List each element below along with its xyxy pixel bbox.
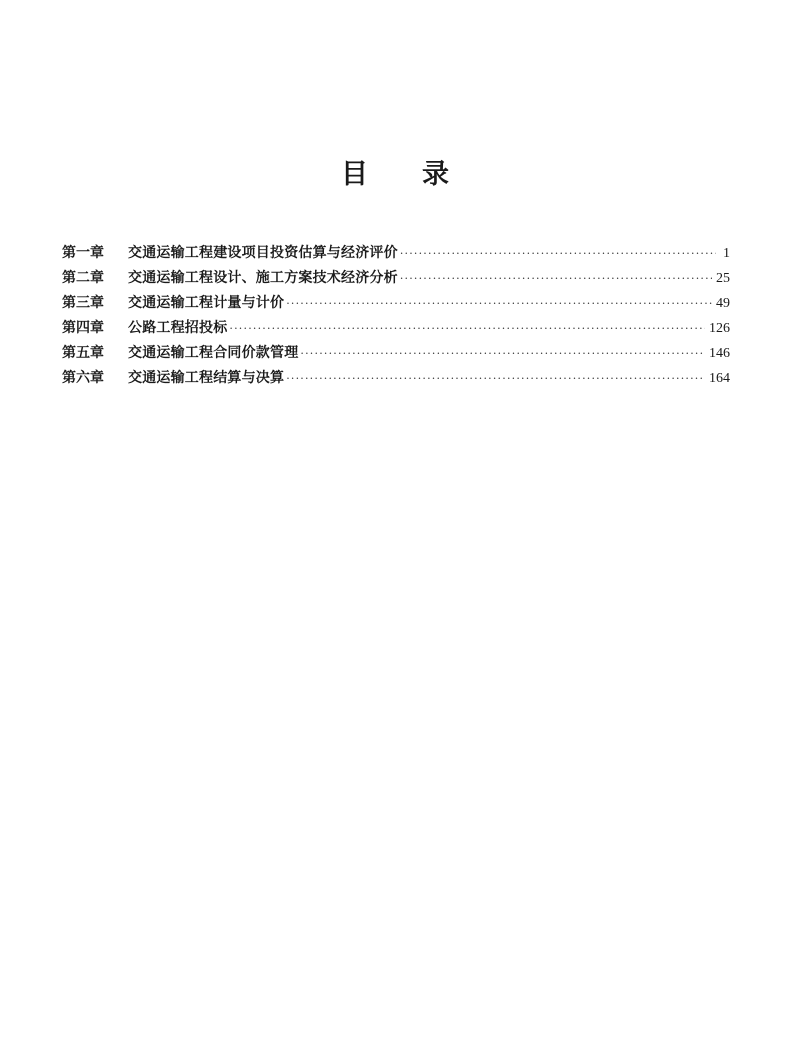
- chapter-number: 第五章: [62, 345, 104, 361]
- toc-entry-2[interactable]: [62, 266, 730, 291]
- dot-leader: [286, 366, 705, 391]
- chapter-number: 第一章: [62, 245, 104, 261]
- dot-leader: [300, 341, 705, 366]
- dot-leader: [400, 266, 712, 291]
- page-number: 49: [716, 296, 730, 311]
- page-title: [0, 152, 790, 191]
- page-number: 1: [723, 246, 730, 261]
- table-of-contents: [62, 241, 730, 391]
- chapter-title: 交通运输工程建设项目投资估算与经济评价: [128, 245, 398, 261]
- chapter-title: 公路工程招投标: [128, 320, 228, 336]
- chapter-number: 第二章: [62, 270, 104, 286]
- chapter-number: 第四章: [62, 320, 104, 336]
- dot-leader: [229, 316, 705, 341]
- chapter-number: 第六章: [62, 370, 104, 386]
- chapter-title: 交通运输工程设计、施工方案技术经济分析: [128, 270, 398, 286]
- chapter-title: 交通运输工程计量与计价: [128, 295, 285, 311]
- toc-entry-1[interactable]: [62, 241, 730, 266]
- dot-leader: [400, 241, 716, 266]
- chapter-title: 交通运输工程合同价款管理: [128, 345, 299, 361]
- page-number: 164: [709, 371, 730, 386]
- title-char-2: 录: [422, 159, 449, 190]
- chapter-number: 第三章: [62, 295, 104, 311]
- page-number: 25: [716, 271, 730, 286]
- page-number: 146: [709, 346, 730, 361]
- title-char-1: 目: [341, 159, 368, 190]
- page-number: 126: [709, 321, 730, 336]
- toc-entry-3[interactable]: [62, 291, 730, 316]
- dot-leader: [286, 291, 712, 316]
- chapter-title: 交通运输工程结算与决算: [128, 370, 285, 386]
- toc-entry-4[interactable]: [62, 316, 730, 341]
- toc-entry-5[interactable]: [62, 341, 730, 366]
- toc-entry-6[interactable]: [62, 366, 730, 391]
